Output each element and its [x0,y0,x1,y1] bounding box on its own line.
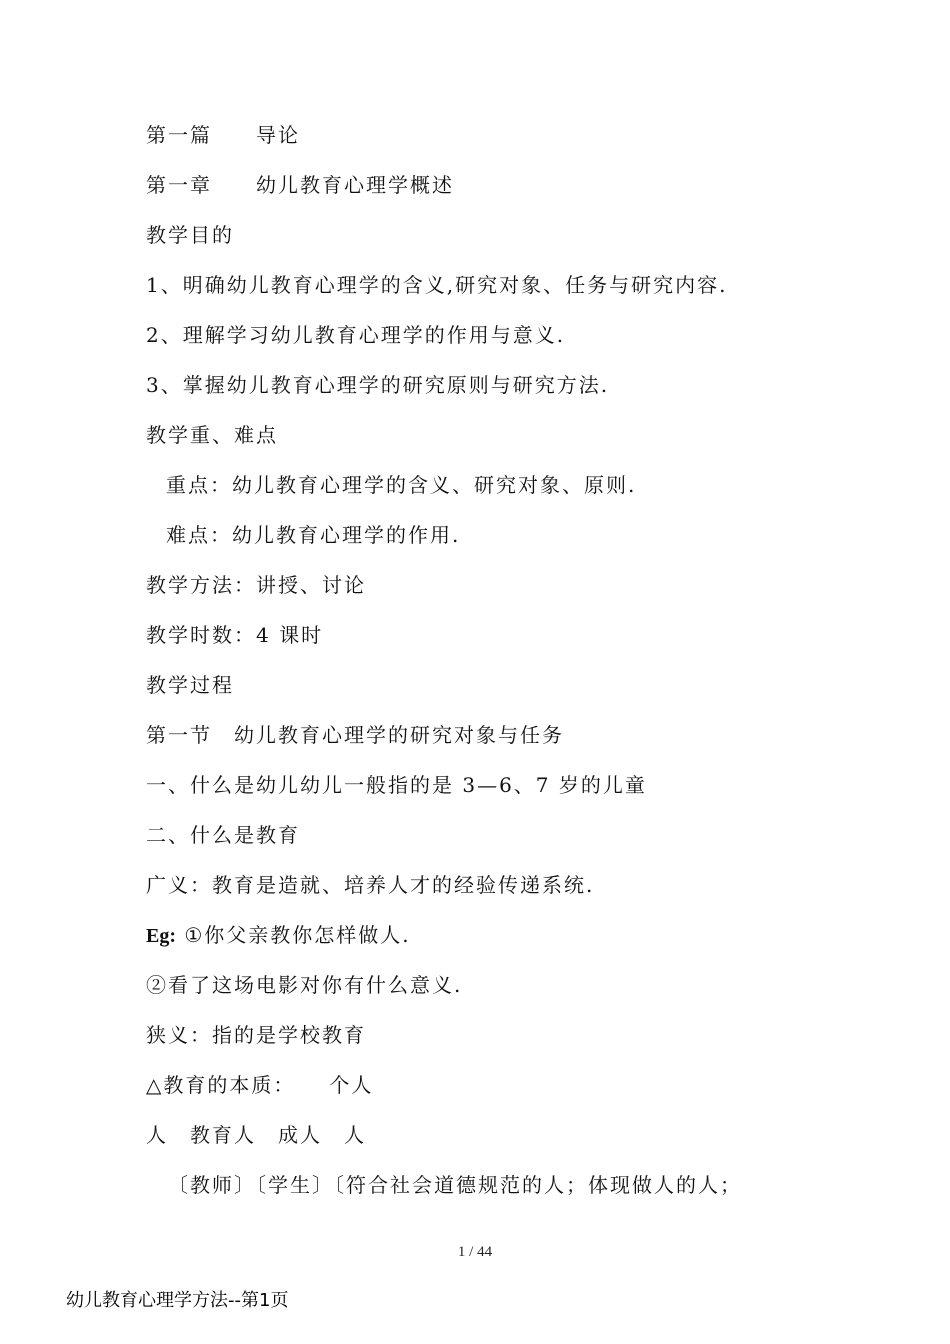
goal-item-2: 2、理解学习幼儿教育心理学的作用与意义. [146,323,566,347]
paragraph-example-2: ②看了这场电影对你有什么意义. [146,973,463,997]
goal-item-1: 1、明确幼儿教育心理学的含义,研究对象、任务与研究内容. [146,273,728,297]
document-body [146,118,846,1218]
paragraph-essence: △教育的本质： 个人 [146,1073,374,1097]
teaching-hours: 教学时数：4 课时 [146,623,324,647]
goal-item-3: 3、掌握幼儿教育心理学的研究原则与研究方法. [146,373,610,397]
paragraph-roles: 〔教师〕〔学生〕〔符合社会道德规范的人；体现做人的人； [168,1173,742,1197]
paragraph-diagram-row: 人 教育人 成人 人 [146,1123,366,1147]
teaching-goals-heading: 教学目的 [146,223,234,247]
page-number: 1 / 44 [457,1244,493,1260]
chapter-heading: 第一章 幼儿教育心理学概述 [146,173,454,197]
teaching-method: 教学方法：讲授、讨论 [146,573,366,597]
eg-label: Eg: [146,925,176,947]
paragraph-what-is-child: 一、什么是幼儿幼儿一般指的是 3—6、7 岁的儿童 [146,773,647,797]
section-heading: 第一节 幼儿教育心理学的研究对象与任务 [146,723,564,747]
example-1-text: ①你父亲教你怎样做人. [184,923,411,947]
part-heading: 第一篇 导论 [146,123,300,147]
difficult-point: 难点：幼儿教育心理学的作用. [166,523,461,547]
footer-title: 幼儿教育心理学方法--第1页 [66,1290,289,1311]
paragraph-narrow-definition: 狭义：指的是学校教育 [146,1023,366,1047]
teaching-process-heading: 教学过程 [146,673,234,697]
paragraph-example-1 [146,918,846,968]
key-difficult-points-heading: 教学重、难点 [146,423,278,447]
key-point: 重点：幼儿教育心理学的含义、研究对象、原则. [166,473,637,497]
paragraph-what-is-education: 二、什么是教育 [146,823,300,847]
paragraph-broad-definition: 广义：教育是造就、培养人才的经验传递系统. [146,873,595,897]
